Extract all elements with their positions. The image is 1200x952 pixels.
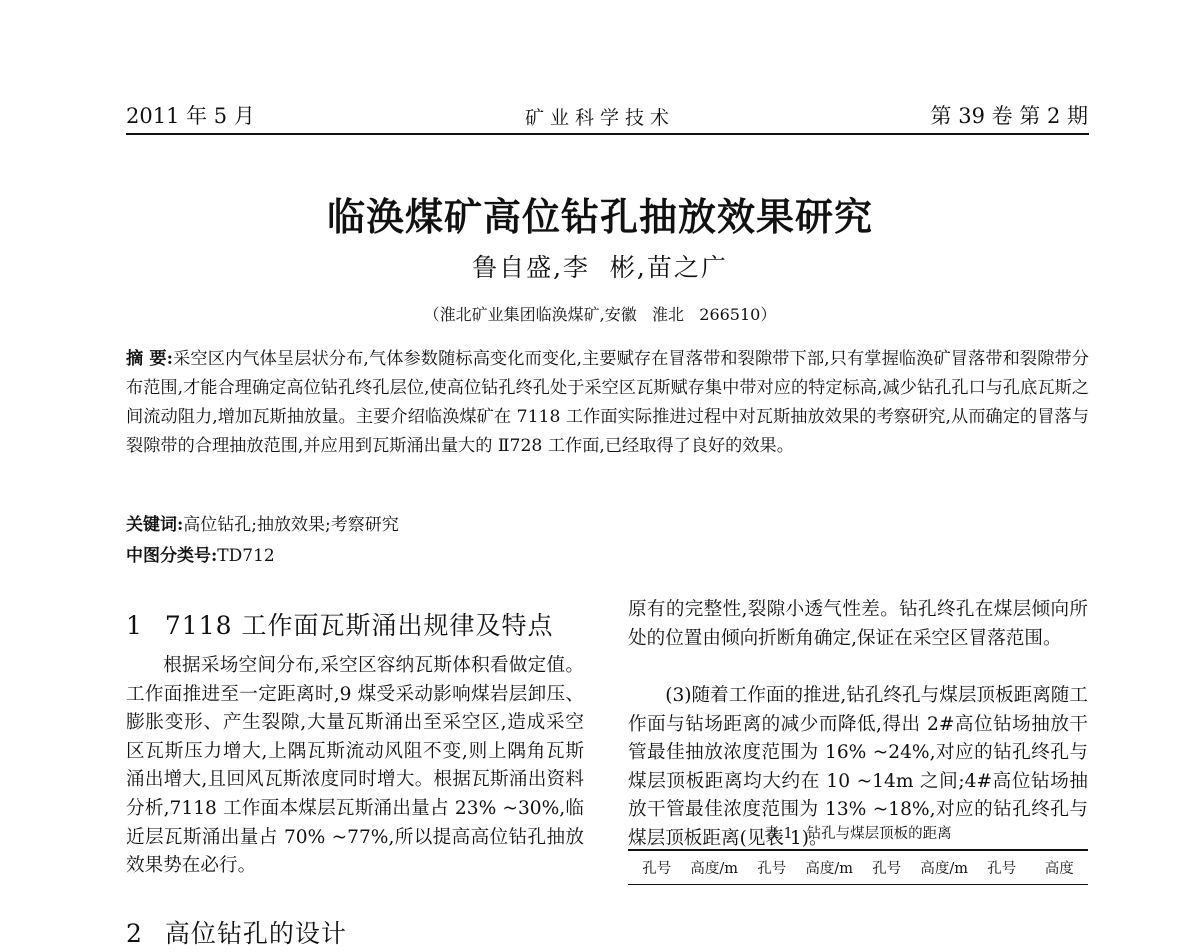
section2-heading (126, 920, 584, 949)
header-issue: 第 39 卷 第 2 期 (930, 104, 1088, 128)
right-paragraph-continued: 原有的完整性,裂隙小透气性差。钻孔终孔在煤层倾向所处的位置由倾向折断角确定,保证在采空区冒落范围。 (628, 599, 1088, 649)
article-affiliation: （淮北矿业集团临涣煤矿,安徽 淮北 266510） (423, 305, 777, 324)
clc-line (126, 541, 275, 566)
table-header-cell: 高度/m (690, 861, 739, 877)
right-paragraph-3: (3)随着工作面的推进,钻孔终孔与煤层顶板距离随工作面与钻场距离的减少而降低,得出 2#高位钻场抽放干管最佳抽放浓度范围为 16% ~24%,对应的钻孔终孔与煤层顶板距离均大约在 10 ~14m 之间;4#高位钻场抽放干管最佳浓度范围为 13% ~18%,对应的钻孔终孔与煤层顶板距离(见表 1)。 (628, 685, 1088, 849)
header-rule (126, 133, 1089, 135)
abstract (126, 345, 1089, 461)
keywords-line (126, 510, 399, 535)
table-caption: 表 1 钻孔与煤层顶板的距离 (764, 826, 952, 842)
article-title: 临涣煤矿高位钻孔抽放效果研究 (326, 194, 873, 239)
header-journal: 矿业科学技术 (524, 107, 675, 129)
abstract-label: 摘 要: (126, 349, 174, 369)
table-header-cell: 高度 (1044, 861, 1074, 877)
table-header-cell: 高度/m (920, 861, 969, 877)
section2-title: 高位钻孔的设计 (164, 919, 347, 948)
abstract-text: 采空区内气体呈层状分布,气体参数随标高变化而变化,主要赋存在冒落带和裂隙带下部,只有掌握临涣矿冒落带和裂隙带分布范围,才能合理确定高位钻孔终孔层位,使高位钻孔终孔处于采空区瓦斯赋存集中带对应的特定标高,减少钻孔孔口与孔底瓦斯之间流动阻力,增加瓦斯抽放量。主要介绍临涣煤矿在 7118 工作面实际推进过程中对瓦斯抽放效果的考察研究,从而确定的冒落与裂隙带的合理抽放范围,并应用到瓦斯涌出量大的 Ⅱ728 工作面,已经取得了良好的效果。 (126, 349, 1089, 456)
section1-number: 1 (126, 611, 143, 640)
section2-number: 2 (126, 919, 143, 948)
table-header-cell: 孔号 (987, 861, 1017, 877)
section1-heading (126, 612, 584, 641)
table-header-cell: 孔号 (642, 861, 672, 877)
table-top-rule (628, 849, 1088, 851)
section1-title: 7118 工作面瓦斯涌出规律及特点 (164, 611, 554, 640)
table-header-cell: 孔号 (757, 861, 787, 877)
clc-label: 中图分类号: (126, 546, 218, 566)
table-header-cell: 高度/m (805, 861, 854, 877)
section1-paragraph: 根据采场空间分布,采空区容纳瓦斯体积看做定值。工作面推进至一定距离时,9 煤受采动影响煤岩层卸压、膨胀变形、产生裂隙,大量瓦斯涌出至采空区,造成采空区瓦斯压力增大,上隅瓦斯流动风阻不变,则上隅角瓦斯涌出增大,且回风瓦斯浓度同时增大。根据瓦斯涌出资料分析,7118 工作面本煤层瓦斯涌出量占 23% ~30%,临近层瓦斯涌出量占 70% ~77%,所以提高高位钻孔抽放效果势在必行。 (126, 655, 584, 877)
article-authors: 鲁自盛,李 彬,苗之广 (472, 253, 728, 282)
clc-text: TD712 (217, 546, 275, 566)
keywords-text: 高位钻孔;抽放效果;考察研究 (183, 515, 399, 535)
header-date: 2011 年 5 月 (126, 104, 255, 128)
table-header-row (628, 857, 1088, 878)
table-header-cell: 孔号 (872, 861, 902, 877)
keywords-label: 关键词: (126, 515, 184, 535)
table-header-rule (628, 884, 1088, 885)
